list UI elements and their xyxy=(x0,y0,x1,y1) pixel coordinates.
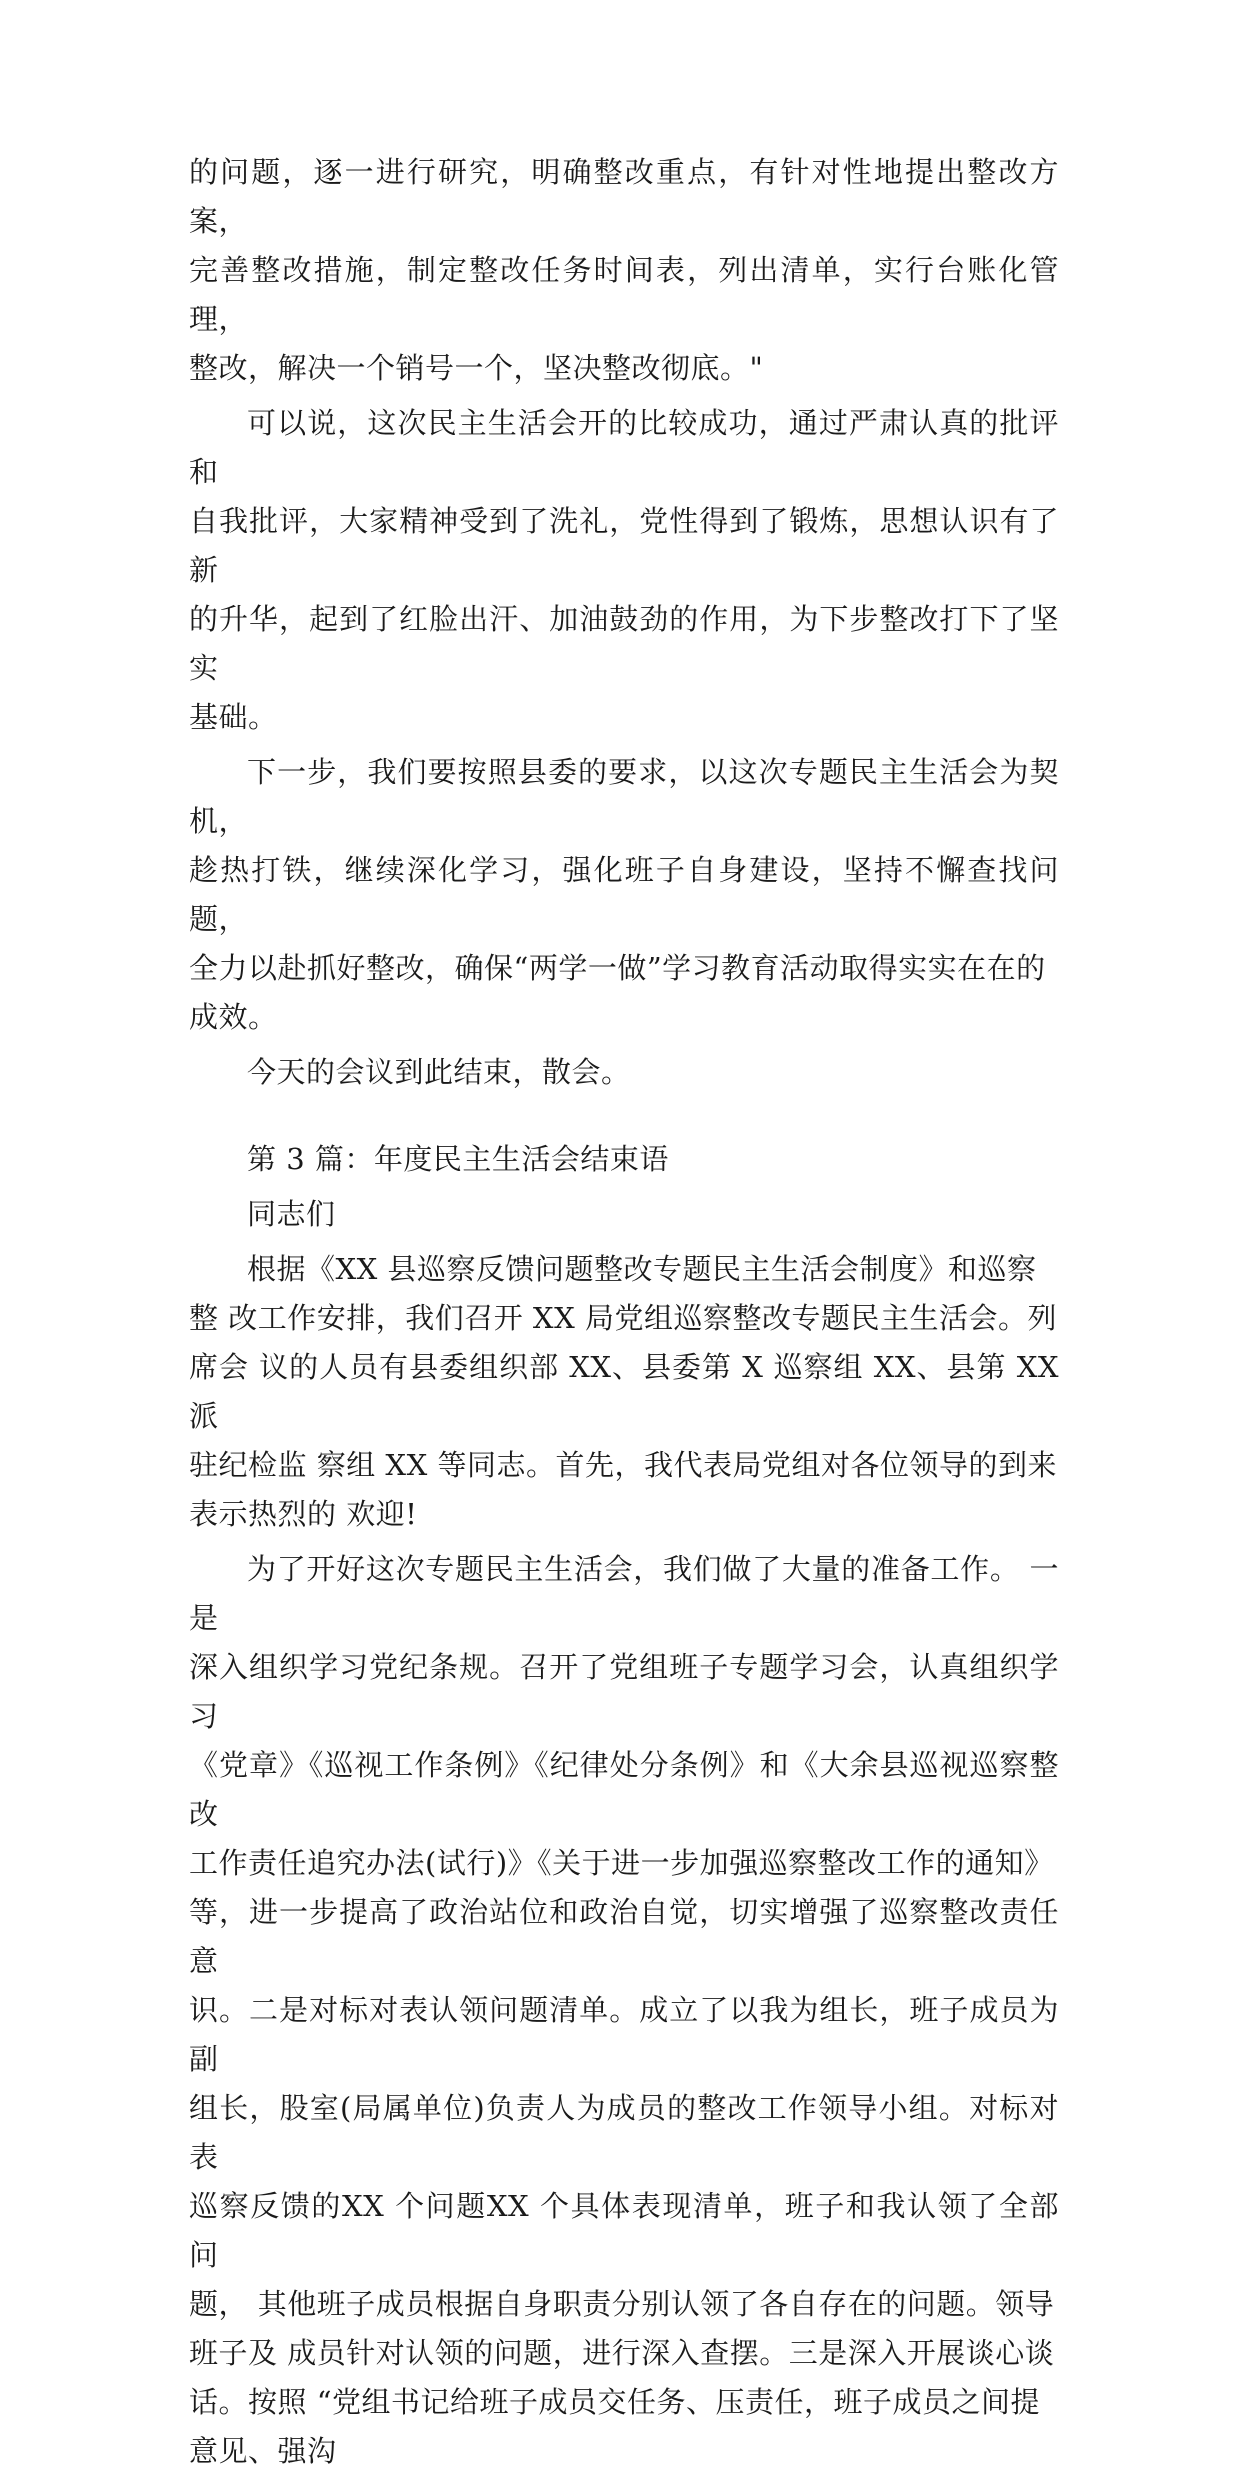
text-line: 全力以赴抓好整改，确保“两学一做”学习教育活动取得实实在在的 xyxy=(189,951,1046,985)
text-line: 驻纪检监 察组 XX 等同志。首先，我代表局党组对各位领导的到来 xyxy=(189,1448,1057,1482)
text-line: 基础。 xyxy=(189,700,278,734)
text-line: 可以说，这次民主生活会开的比较成功，通过严肃认真的批评和 xyxy=(189,406,1059,489)
greeting xyxy=(189,1190,1059,1239)
text-line: 下一步，我们要按照县委的要求，以这次专题民主生活会为契机， xyxy=(189,755,1059,838)
text-line: 的升华，起到了红脸出汗、加油鼓劲的作用，为下步整改打下了坚实 xyxy=(189,602,1059,685)
text-line: 深入组织学习党纪条规。召开了党组班子专题学习会，认真组织学习 xyxy=(189,1650,1059,1733)
paragraph-preparation xyxy=(189,1545,1059,2476)
paragraph-success-summary xyxy=(189,399,1059,742)
text-line: 识。二是对标对表认领问题清单。成立了以我为组长，班子成员为副 xyxy=(189,1993,1059,2076)
paragraph-continuation xyxy=(189,148,1059,393)
text-line: 根据《XX 县巡察反馈问题整改专题民主生活会制度》和巡察 xyxy=(247,1252,1037,1286)
text-line: 席会 议的人员有县委组织部 XX、县委第 X 巡察组 XX、县第 XX 派 xyxy=(189,1350,1059,1433)
text-line: 题， 其他班子成员根据自身职责分别认领了各自存在的问题。领导 xyxy=(189,2287,1055,2321)
text-line: 今天的会议到此结束，散会。 xyxy=(247,1055,631,1089)
text-line: 表示热烈的 欢迎! xyxy=(189,1497,418,1531)
heading-text: 第 3 篇：年度民主生活会结束语 xyxy=(247,1142,669,1176)
text-line: 趁热打铁，继续深化学习，强化班子自身建设，坚持不懈查找问题， xyxy=(189,853,1059,936)
text-line: 的问题，逐一进行研究，明确整改重点，有针对性地提出整改方案， xyxy=(189,155,1059,238)
paragraph-introduction xyxy=(189,1245,1059,1539)
greeting-text: 同志们 xyxy=(247,1197,336,1231)
text-line: 班子及 成员针对认领的问题，进行深入查摆。三是深入开展谈心谈 xyxy=(189,2336,1055,2370)
document-body xyxy=(189,148,1059,2482)
text-line: 成效。 xyxy=(189,1000,278,1034)
text-line: 巡察反馈的XX 个问题XX 个具体表现清单，班子和我认领了全部问 xyxy=(189,2189,1059,2272)
section-heading xyxy=(189,1135,1059,1184)
paragraph-next-steps xyxy=(189,748,1059,1042)
text-line: 组长，股室(局属单位)负责人为成员的整改工作领导小组。对标对表 xyxy=(189,2091,1059,2174)
paragraph-closing xyxy=(189,1048,1059,1097)
text-line: 话。按照 “党组书记给班子成员交任务、压责任，班子成员之间提 xyxy=(189,2385,1041,2419)
text-line: 《党章》《巡视工作条例》《纪律处分条例》和《大余县巡视巡察整改 xyxy=(189,1748,1059,1831)
text-line: 自我批评，大家精神受到了洗礼，党性得到了锻炼，思想认识有了新 xyxy=(189,504,1059,587)
text-line: 意见、强沟 xyxy=(189,2434,337,2468)
text-line: 等，进一步提高了政治站位和政治自觉，切实增强了巡察整改责任意 xyxy=(189,1895,1059,1978)
text-line: 完善整改措施，制定整改任务时间表，列出清单，实行台账化管理， xyxy=(189,253,1059,336)
text-line: 为了开好这次专题民主生活会，我们做了大量的准备工作。 一是 xyxy=(189,1552,1059,1635)
text-line: 工作责任追究办法(试行)》《关于进一步加强巡察整改工作的通知》 xyxy=(189,1846,1054,1880)
text-line: 整 改工作安排，我们召开 XX 局党组巡察整改专题民主生活会。列 xyxy=(189,1301,1057,1335)
text-line: 整改，解决一个销号一个，坚决整改彻底。" xyxy=(189,351,764,385)
